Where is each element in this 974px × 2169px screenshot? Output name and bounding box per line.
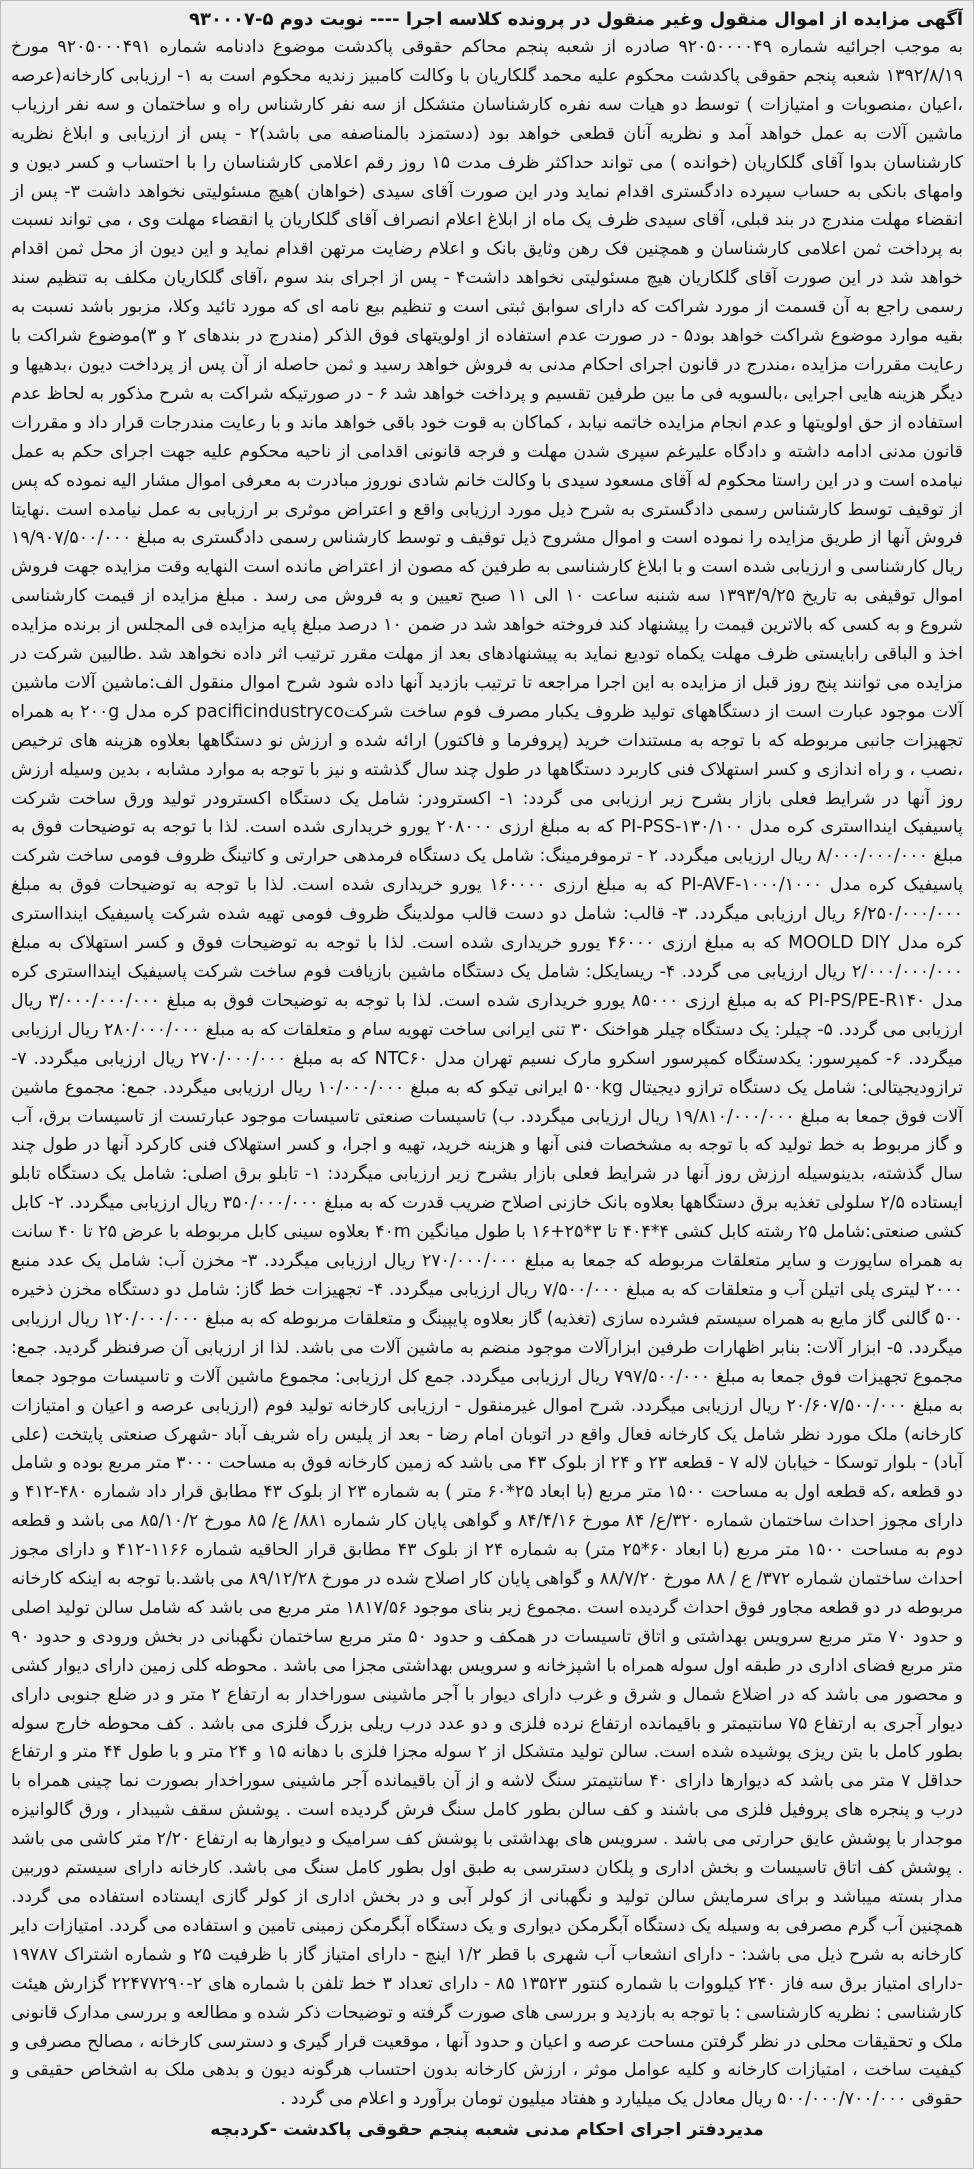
notice-title: آگهی مزایده از اموال منقول وغیر منقول در پرونده کلاسه اجرا ---- نوبت دوم ۵-۹۳۰۰۰۷ (189, 9, 963, 30)
notice-body: به موجب اجرائیه شماره ۹۲۰۵۰۰۰۰۴۹ صادره از شعبه پنجم محاکم حقوقی پاکدشت موضوع دادنامه شماره ۹۲۰۵۰۰۰۴۹۱ مورخ ۱۳۹۲/۸/۱۹ شعبه پنجم حقوقی پاکدشت محکوم علیه محمد گلکاریان با وکالت کامبیز زندیه محکوم است به ۱- ارزیابی کارخانه(عرصه ،اعیان ،منصوبات و امتیازات ) توسط دو هیات سه نفره کارشناسان متشکل از سه نفر کارشناس راه و ساختمان و سه نفر ارزیاب ماشین آلات به عمل خواهد آمد و نظریه آنان قطعی خواهد بود (دستمزد بالمناصفه می باشد)۲ - پس از ارزیابی و ابلاغ نظریه کارشناسان بدوا آقای گلکاریان (خوانده ) می تواند حداکثر ظرف مدت ۱۵ روز رقم اعلامی کارشناسان را با احتساب و کسر دیون و وامهای بانکی به حساب سپرده دادگستری اقدام نماید ودر این صورت آقای سیدی (خواهان )هیچ مسئولیتی نخواهد داشت ۳- پس از انقضاء مهلت مندرج در بند قبلی، آقای سیدی ظرف یک ماه از ابلاغ اعلام انصراف آقای گلکاریان یا انقضاء مهلت وی ، می تواند نسبت به پرداخت ثمن اعلامی کارشناسان و همچنین فک رهن وثایق بانک و اعلام رضایت مرتهن اقدام نماید و این دیون از محل ثمن اقدام خواهد شد در این صورت آقای گلکاریان هیچ مسئولیتی نخواهد داشت۴ - پس از اجرای بند سوم ،آقای گلکاریان مکلف به تنظیم سند رسمی راجع به آن قسمت از مورد شراکت که دارای سوابق ثبتی است و تنظیم بیع نامه ای که مورد تائید وکلا، مزبور باشد نسبت به بقیه موارد موضوع شراکت خواهد بود۵ - در صورت عدم استفاده از اولویتهای فوق الذکر (مندرج در بندهای ۲ و ۳)موضوع شراکت با رعایت مقررات مزایده ،مندرج در قانون اجرای احکام مدنی به فروش خواهد رسید و ثمن حاصله از آن پس از پرداخت دیون ،بدهیها و دیگر هزینه هایی اجرایی ،بالسویه فی ما بین طرفین تقسیم و پرداخت خواهد شد ۶ - در صورتیکه شراکت به شرح مذکور به لحاظ عدم استفاده از حق اولویتها و عدم انجام مزایده خاتمه نیابد ، کماکان به قوت خود باقی خواهد ماند و با رعایت مندرجات قرار داد و مقررات قانون مدنی ادامه داشته و دادگاه علیرغم سپری شدن مهلت و فرجه قانونی اقدامی از ناحیه محکوم علیه جهت اجرای حکم به عمل نیامده است و در این راستا محکوم له آقای مسعود سیدی با وکالت خانم شادی نوروز مبادرت به معرفی اموال مشار الیه نموده که پس از توقیف توسط کارشناس رسمی دادگستری به شرح ذیل مورد ارزیابی واقع و اعتراض موثری بر ارزیابی به عمل نیامده است .نهایتا فروش آنها از طریق مزایده را نموده است و اموال مشروح ذیل توقیف و توسط کارشناس رسمی دادگستری به مبلغ ۱۹/۹۰۷/۵۰۰/۰۰۰ ریال کارشناسی و ارزیابی شده است و با ابلاغ کارشناسی به طرفین که مصون از اعتراض مانده است النهایه وقت مزایده جهت فروش اموال توقیفی به تاریخ ۱۳۹۳/۹/۲۵ سه شنبه ساعت ۱۰ الی ۱۱ صبح تعیین و به فروش می رسد . مبلغ مزایده از قیمت کارشناسی شروع و به کسی که بالاترین قیمت را پیشنهاد کند فروخته خواهد شد در ضمن ۱۰ درصد مبلغ پایه مزایده فی المجلس از برنده مزایده اخذ و الباقی رابایستی ظرف مهلت یکماه تودیع نماید به پیشنهادهای بعد از مهلت مقرر ترتیب اثر داده نخواهد شد .طالبین شرکت در مزایده می توانند پنج روز قبل از مزایده به این اجرا مراجعه تا ترتیب بازدید آنها داده شود شرح اموال منقول الف:ماشین آلات ماشین آلات موجود عبارت است از دستگاههای تولید ظروف یکبار مصرف فوم ساخت شرکتpacificindustryco کره مدل ۲۰۰g به همراه تجهیزات جانبی مربوطه که با توجه به مستندات خرید (پروفرما و فاکتور) ارائه شده و ارزش نو دستگاهها بعلاوه هزینه های ترخیص ،نصب ، و راه اندازی و کسر استهلاک فنی کاربرد دستگاهها در طول چند سال گذشته و نیز با توجه به موارد مشابه ، بدین وسیله ارزش روز آنها در شرایط فعلی بازار بشرح زیر ارزیابی می گردد: ۱- اکسترودر: شامل یک دستگاه اکسترودر تولید ورق ساخت شرکت پاسیفیک ایندااستری کره مدل PI-PSS-۱۳۰/۱۰۰ که به مبلغ ارزی ۲۰۸۰۰۰ یورو خریداری شده است. لذا با توجه به توضیحات فوق به مبلغ ۸/۰۰۰/۰۰۰/۰۰۰ ریال ارزیابی میگردد. ۲ - ترموفرمینگ: شامل یک دستگاه فرمدهی حرارتی و کاتینگ ظروف فومی ساخت شرکت پاسیفیک کره مدل PI-AVF-۱۰۰۰/۱۰۰۰ که به مبلغ ارزی ۱۶۰۰۰۰ یورو خریداری شده است. لذا با توجه به توضیحات فوق به مبلغ ۶/۲۵۰/۰۰۰/۰۰۰ ریال ارزیابی میگردد. ۳- قالب: شامل دو دست قالب مولدینگ ظروف فومی تهیه شده شرکت پاسیفیک ایندااستری کره مدل MOOLD DIY که به مبلغ ارزی ۴۶۰۰۰ یورو خریداری شده است. لذا با توجه به توضیحات فوق و کسر استهلاک به مبلغ ۲/۰۰۰/۰۰۰/۰۰۰ ریال ارزیابی می گردد. ۴- ریسایکل: شامل یک دستگاه ماشین بازیافت فوم ساخت شرکت پاسیفیک ایندااستری کره مدل PI-PS/PE-R۱۴۰ که به مبلغ ارزی ۸۵۰۰۰ یورو خریداری شده است. لذا با توجه به توضیحات فوق به مبلغ ۳/۰۰۰/۰۰۰/۰۰۰ ریال ارزیابی می گردد. ۵- چیلر: یک دستگاه چیلر هواخنک ۳۰ تنی ایرانی ساخت تهویه سام و متعلقات که به مبلغ ۲۸۰/۰۰۰/۰۰۰ ریال ارزیابی میگردد. ۶- کمپرسور: یکدستگاه کمپرسور اسکرو مارک نسیم تهران مدل NTC۶۰ که به مبلغ ۲۷۰/۰۰۰/۰۰۰ ریال ارزیابی میگردد. ۷- ترازودیجیتالی: شامل یک دستگاه ترازو دیجیتال ۵۰۰kg ایرانی تیکو که به مبلغ ۱۰/۰۰۰/۰۰۰ ریال ارزیابی میگردد. جمع: مجموع ماشین آلات فوق جمعا به مبلغ ۱۹/۸۱۰/۰۰۰/۰۰۰ ریال ارزیابی میگردد. ب) تاسیسات صنعتی تاسیسات موجود عبارتست از تاسیسات برق، آب و گاز مربوط به خط تولید که با توجه به مشخصات فنی آنها و هزینه خرید، تهیه و اجرا، و کسر استهلاک فنی کارکرد آنها در طول چند سال گذشته، بدینوسیله ارزش روز آنها در شرایط فعلی بازار بشرح زیر ارزیابی میگردد: ۱- تابلو برق اصلی: شامل یک دستگاه تابلو ایستاده ۲/۵ سلولی تغذیه برق دستگاهها بعلاوه بانک خازنی اصلاح ضریب قدرت که به مبلغ ۳۵۰/۰۰۰/۰۰۰ ریال ارزیابی میگردد. ۲- کابل کشی صنعتی:شامل ۲۵ رشته کابل کشی ۴*۴۰۴ تا ۳*۲۵+۱۶ با طول میانگین ۴۰m بعلاوه سینی کابل مربوطه با عرض ۲۵ تا ۴۰ سانت به همراه ساپورت و سایر متعلقات مربوطه که جمعا به مبلغ ۲۷۰/۰۰۰/۰۰۰ ریال ارزیابی میگردد. ۳- مخزن آب: شامل یک عدد منبع ۲۰۰۰ لیتری پلی اتیلن آب و متعلقات که به مبلغ ۷/۵۰۰/۰۰۰ ریال ارزیابی میگردد. ۴- تجهیزات خط گاز: شامل دو دستگاه مخزن ذخیره ۵۰۰ گالنی گاز مایع به همراه سیستم فشرده سازی (تغذیه) گاز بعلاوه پایپینگ و متعلقات مربوطه که به مبلغ ۱۲۰/۰۰۰/۰۰۰ ریال ارزیابی میگردد. ۵- ابزار آلات: بنابر اظهارات طرفین ابزارآلات موجود منضم به ماشین آلات می باشد. لذا از ارزیابی آن صرفنظر گردید. جمع: مجموع تجهیزات فوق جمعا به مبلغ ۷۹۷/۵۰۰/۰۰۰ ریال ارزیابی میگردد. جمع کل ارزیابی: مجموع ماشین آلات و تاسیسات موجود جمعا به مبلغ ۲۰/۶۰۷/۵۰۰/۰۰۰ ریال ارزیابی میگردد. شرح اموال غیرمنقول - ارزیابی کارخانه تولید فوم (ارزیابی عرصه و اعیان و امتیازات کارخانه) ملک مورد نظر شامل یک کارخانه فعال واقع در اتوبان امام رضا - بعد از پلیس راه شریف آباد -شهرک صنعتی پایتخت (علی آباد) - بلوار توسکا - خیابان لاله ۷ - قطعه ۲۳ و ۲۴ از بلوک ۴۳ می باشد که زمین کارخانه فوق به مساحت ۳۰۰۰ متر مربع بوده و شامل دو قطعه ،که قطعه اول به مساحت ۱۵۰۰ متر مربع (با ابعاد ۲۵*۶۰ متر ) به شماره ۲۳ از بلوک ۴۳ مطابق قرار داد شماره ۴۸۰-۴۱۲ و دارای مجوز احداث ساختمان شماره ۳۲۰/ع/ ۸۴ مورخ ۸۴/۴/۱۶ و گواهی پایان کار شماره ۸۸۱/ ع/ ۸۵ مورخ ۸۵/۱۰/۲ می باشد و قطعه دوم به مساحت ۱۵۰۰ متر مربع (با ابعاد ۶۰*۲۵ متر) به شماره ۲۴ از بلوک ۴۳ مطابق قرار الحاقیه شماره ۱۱۶۶-۴۱۲ و دارای مجوز احداث ساختمان شماره ۳۷۲/ ع / ۸۸ مورخ ۸۸/۷/۲۰ و گواهی پایان کار اصلاح شده در مورخ ۸۹/۱۲/۲۸ می باشد.با توجه به اینکه کارخانه مربوطه در دو قطعه مجاور فوق احداث گردیده است .مجموع زیر بنای موجود ۱۸۱۷/۵۶ متر مربع می باشد که شامل سالن تولید اصلی و حدود ۷۰ متر مربع سرویس بهداشتی و اتاق تاسیسات در همکف و حدود ۵۰ متر مربع ساختمان نگهبانی در بخش ورودی و حدود ۹۰ متر مربع فضای اداری در طبقه اول سوله همراه با اشپزخانه و سرویس بهداشتی مجزا می باشد . محوطه کلی زمین دارای دیوار کشی و محصور می باشد که در اضلاع شمال و شرق و غرب دارای دیوار با آجر ماشینی سوراخدار به ارتفاع ۲ متر و در ضلع جنوبی دارای دیوار آجری به ارتفاع ۷۵ سانتیمتر و باقیمانده ارتفاع نرده فلزی و دو عدد درب ریلی بزرگ فلزی می باشد . کف محوطه خارج سوله بطور کامل با بتن ریزی پوشیده شده است. سالن تولید متشکل از ۲ سوله مجزا فلزی با دهانه ۱۵ و ۲۴ متر و با طول ۴۴ متر و ارتفاع حداقل ۷ متر می باشد که دیوارها دارای ۴۰ سانتیمتر سنگ لاشه و از آن باقیمانده آجر ماشینی سوراخدار بصورت نما چینی همراه با درب و پنجره های پروفیل فلزی می باشند و کف سالن بطور کامل سنگ فرش گردیده است . پوشش سقف شیبدار ، ورق گالوانیزه موجدار با پوشش عایق حرارتی می باشد . سرویس های بهداشتی با پوشش کف سرامیک و دیوارها به ارتفاع ۲/۲۰ متر کاشی می باشد . پوشش کف اتاق تاسیسات و بخش اداری و پلکان دسترسی به طبق اول بطور کامل سنگ می باشد. کارخانه دارای سیستم دوربین مدار بسته میباشد و برای سرمایش سالن تولید و نگهبانی از کولر آبی و در بخش اداری از کولر گازی ایستاده استفاده می گردد. همچنین آب گرم مصرفی به وسیله یک دستگاه آبگرمکن دیواری و یک دستگاه آبگرمکن زمینی تامین و استفاده می گردد. امتیازات دایر کارخانه به شرح ذیل می باشد: - دارای انشعاب آب شهری با قطر ۱/۲ اینچ - دارای امتیاز گاز با ظرفیت ۲۵ و شماره اشتراک ۱۹۷۸۷ -دارای امتیاز برق سه فاز ۲۴۰ کیلووات با شماره کنتور ۱۳۵۲۳ ۸۵ - دارای تعداد ۳ خط تلفن با شماره های ۲-۲۲۴۷۷۲۹۰ گزارش هیئت کارشناسی : نظریه کارشناسی : با توجه به بازدید و بررسی های صورت گرفته و توضیحات ذکر شده و مطالعه و بررسی مدارک قانونی ملک و تحقیقات محلی در نظر گرفتن مساحت عرصه و اعیان و حدود آنها ، موقعیت قرار گیری و دسترسی کارخانه ، مصالح مصرفی و کیفیت ساخت ، امتیازات کارخانه و کلیه عوامل موثر ، ارزش کارخانه بدون احتساب هرگونه دیون و بدهی ملک به اشخاص حقیقی و حقوقی ۵۰۰/۰۰۰/۷۰۰/۰۰۰ ریال معادل یک میلیارد و هفتاد میلیون تومان برآورد و اعلام می گردد . (11, 37, 964, 2110)
notice-footer: مدیردفتر اجرای احکام مدنی شعبه پنجم حقوقی پاکدشت -کردبچه (210, 2120, 764, 2141)
